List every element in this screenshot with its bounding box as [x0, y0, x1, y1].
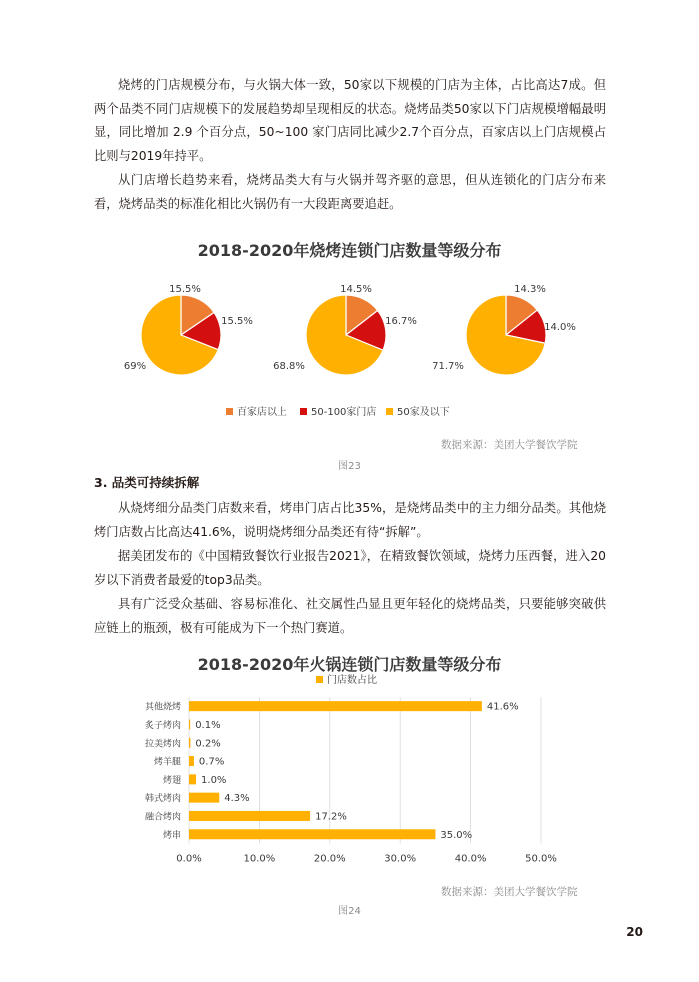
pie-legend-label-1: 百家店以上	[237, 407, 287, 418]
pie-2-label-2: 16.7%	[385, 316, 417, 327]
bar-category-label-5: 烤翅	[162, 775, 181, 786]
bar-category-label-6: 韩式烤肉	[144, 794, 181, 805]
pie-3-label-3: 71.7%	[432, 361, 464, 372]
bar-x-tick-6: 50.0%	[525, 853, 557, 865]
intro-paragraph-2: 从门店增长趋势来看，烧烤品类大有与火锅并驾齐驱的意思，但从连锁化的门店分布来看，烧烤品类的标准化相比火锅仍有一大段距离要追赶。	[94, 173, 606, 211]
pie-legend-label-2: 50-100家门店	[311, 407, 377, 418]
body-paragraph-2: 据美团发布的《中国精致餐饮行业报告2021》，在精致餐饮领域，烧烤力压西餐，进入20岁以下消费者最爱的top3品类。	[94, 549, 606, 587]
bar-x-tick-5: 40.0%	[454, 853, 487, 865]
pie-1-label-1: 15.5%	[169, 284, 201, 295]
bar-chart-source: 数据来源：美团大学餐饮学院	[441, 886, 578, 898]
bar-category-label-1: 其他烧烤	[144, 702, 181, 713]
bar-7	[189, 811, 310, 821]
pie-3-label-1: 14.3%	[514, 284, 546, 295]
bar-value-label-2: 0.1%	[195, 719, 221, 731]
bar-value-label-1: 41.6%	[486, 701, 519, 713]
bar-value-label-7: 17.2%	[315, 811, 347, 823]
pie-legend-swatch-3	[386, 408, 393, 415]
bar-value-label-5: 1.0%	[201, 774, 227, 786]
pie-chart	[0, 268, 699, 443]
bar-x-tick-3: 20.0%	[313, 853, 346, 865]
bar-x-tick-2: 10.0%	[243, 853, 276, 865]
pie-3-label-2: 14.0%	[544, 322, 576, 333]
pie-2-label-1: 14.5%	[340, 284, 372, 295]
bar-x-tick-4: 30.0%	[384, 853, 417, 865]
pie-chart-title: 2018-2020年烧烤连锁门店数量等级分布	[197, 241, 502, 260]
pie-chart-source: 数据来源：美团大学餐饮学院	[441, 439, 578, 451]
bar-6	[189, 793, 219, 803]
bar-value-label-3: 0.2%	[195, 738, 221, 750]
bar-8	[189, 829, 435, 839]
figure-label-24: 图24	[338, 906, 361, 917]
pie-2-label-3: 68.8%	[273, 361, 305, 372]
pie-1-label-2: 15.5%	[221, 316, 253, 327]
bar-chart	[0, 670, 699, 880]
bar-value-label-8: 35.0%	[440, 829, 473, 841]
page-number: 20	[626, 925, 643, 939]
bar-category-label-3: 拉美烤肉	[144, 739, 181, 750]
pie-1-label-3: 69%	[123, 361, 147, 372]
body-paragraph-1: 从烧烤细分品类门店数来看，烤串门店占比35%，是烧烤品类中的主力细分品类。其他烧烤门店数占比高达41.6%，说明烧烤细分品类还有待“拆解”。	[94, 501, 606, 539]
section-heading: 3. 品类可持续拆解	[94, 475, 200, 490]
bar-category-label-8: 烤串	[162, 830, 181, 841]
bar-4	[189, 756, 194, 766]
bar-x-tick-1: 0.0%	[176, 853, 202, 865]
intro-paragraph-1: 烧烤的门店规模分布，与火锅大体一致，50家以下规模的门店为主体，占比高达7成。但两个品类不同门店规模下的发展趋势却呈现相反的状态。烧烤品类50家以下门店规模增幅最明显，同比增加 2.9 个百分点，50~100 家门店同比减少2.7个百分点，百家店以上门店规模占比则与2019年持平。	[94, 78, 606, 163]
pie-legend-label-3: 50家及以下	[397, 407, 450, 418]
bar-3	[189, 738, 190, 748]
bar-legend-swatch	[316, 676, 323, 683]
bar-chart-title: 2018-2020年火锅连锁门店数量等级分布	[197, 655, 502, 674]
pie-legend-swatch-1	[226, 408, 233, 415]
bar-5	[189, 774, 196, 784]
bar-1	[189, 701, 482, 711]
bar-2	[189, 719, 190, 729]
pie-legend-swatch-2	[300, 408, 307, 415]
bar-value-label-4: 0.7%	[198, 756, 225, 768]
body-paragraph-3: 具有广泛受众基础、容易标准化、社交属性凸显且更年轻化的烧烤品类，只要能够突破供应链上的瓶颈，极有可能成为下一个热门赛道。	[94, 597, 606, 635]
bar-value-label-6: 4.3%	[224, 793, 250, 805]
figure-label-23: 图23	[338, 461, 361, 472]
bar-category-label-7: 融合烤肉	[144, 812, 181, 823]
bar-legend-label: 门店数占比	[327, 675, 377, 686]
bar-category-label-2: 炙子烤肉	[144, 720, 181, 731]
bar-category-label-4: 烤羊腿	[153, 757, 181, 768]
